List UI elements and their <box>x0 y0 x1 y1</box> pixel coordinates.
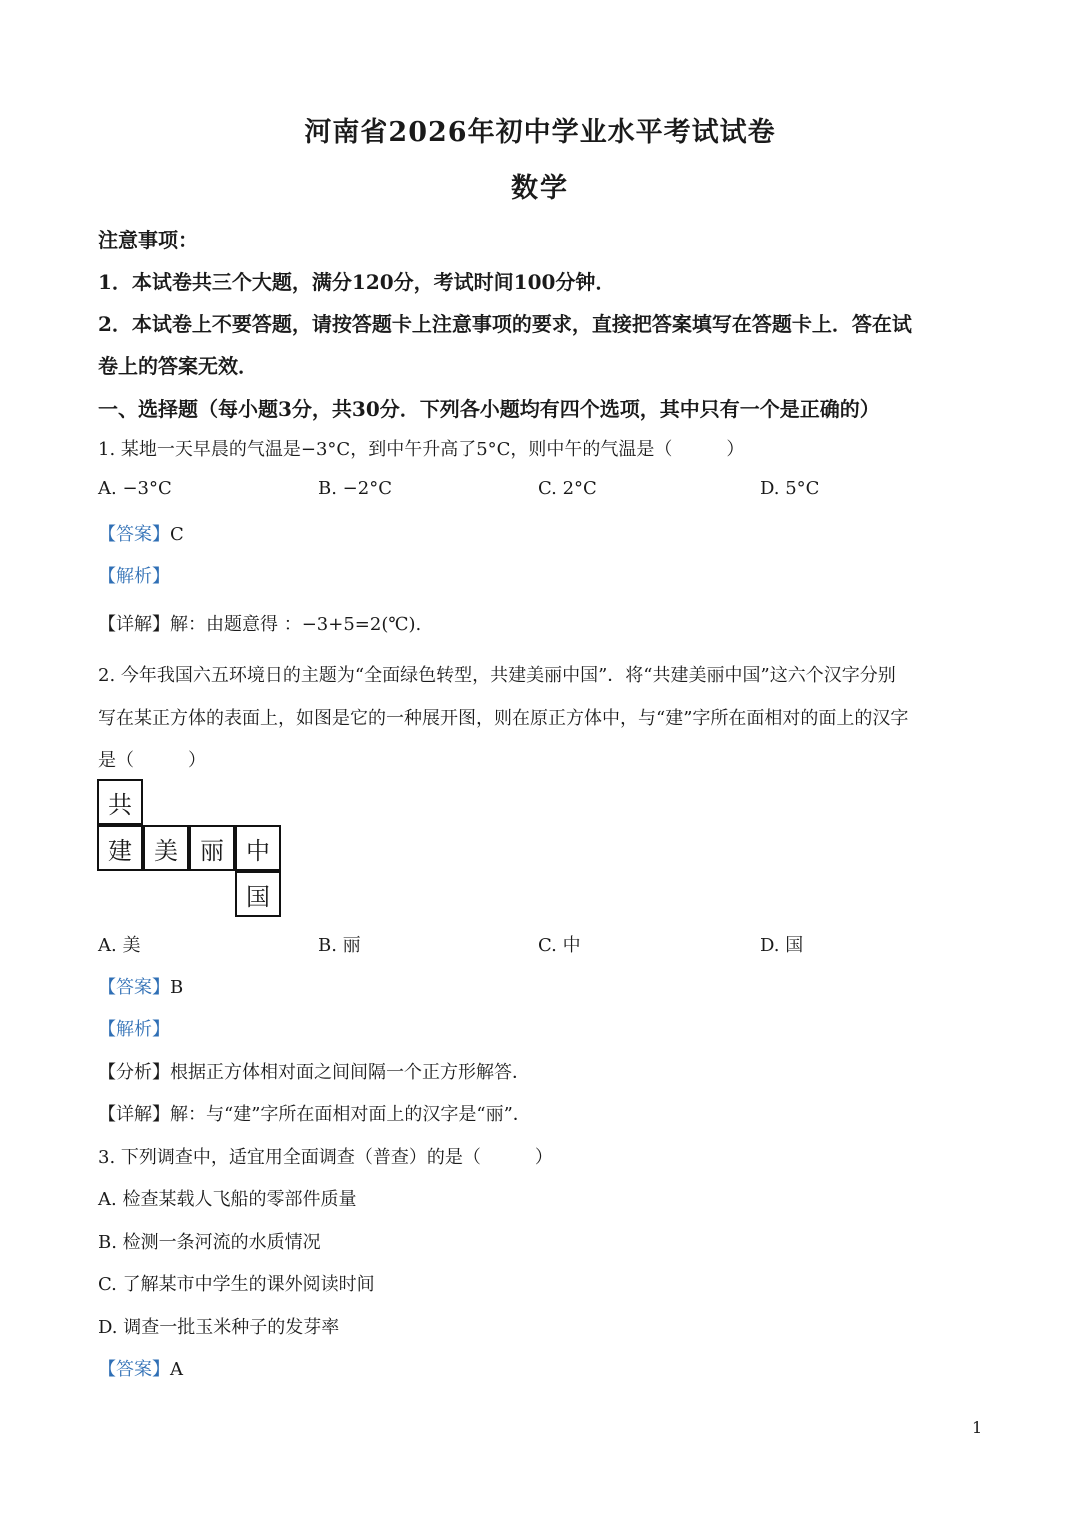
q1-option-d: D. 5°C <box>760 478 820 499</box>
subject-title: 数学 <box>511 173 569 204</box>
q1-option-b: B. −2°C <box>318 478 392 499</box>
detail-tag: 【详解】 <box>98 1104 170 1125</box>
q3-option-c: C. 了解某市中学生的课外阅读时间 <box>98 1274 375 1295</box>
detail-tag: 【详解】 <box>98 614 170 635</box>
fenxi-text: 根据正方体相对面之间间隔一个正方形解答． <box>170 1062 530 1083</box>
q2-stem-line2: 写在某正方体的表面上，如图是它的一种展开图，则在原正方体中，与“建”字所在面相对的面上的汉字 <box>98 708 909 729</box>
q3-answer <box>98 1355 183 1381</box>
q2-stem-line3: 是（ ） <box>98 750 206 771</box>
q2-stem-line1: 2. 今年我国六五环境日的主题为“全面绿色转型，共建美丽中国”．将“共建美丽中国”这六个汉字分别 <box>98 665 896 686</box>
net-cell-bottom: 国 <box>235 871 281 917</box>
q1-option-a: A. −3°C <box>98 478 172 499</box>
q2-analysis-tag: 【解析】 <box>98 1019 170 1040</box>
fenxi-tag: 【分析】 <box>98 1062 170 1083</box>
q2-option-b: B. 丽 <box>318 935 361 956</box>
page-number: 1 <box>972 1418 983 1437</box>
q1-stem: 1. 某地一天早晨的气温是−3°C，到中午升高了5°C，则中午的气温是（ ） <box>98 439 745 460</box>
answer-value: B <box>170 977 184 998</box>
q1-answer <box>98 520 184 546</box>
net-cell-row-4: 中 <box>235 825 281 871</box>
cube-net-figure <box>97 779 287 919</box>
answer-tag: 【答案】 <box>98 1359 170 1380</box>
q3-option-d: D. 调查一批玉米种子的发芽率 <box>98 1317 340 1338</box>
notice-item-2: 2．本试卷上不要答题，请按答题卡上注意事项的要求，直接把答案填写在答题卡上．答在试 <box>98 312 912 336</box>
net-cell-top: 共 <box>97 779 143 825</box>
notice-item-1: 1．本试卷共三个大题，满分120分，考试时间100分钟． <box>98 270 616 294</box>
q2-detail <box>98 1100 531 1126</box>
detail-text: 解：由题意得 ：−3+5=2(℃). <box>170 614 422 635</box>
q2-option-c: C. 中 <box>538 935 581 956</box>
answer-tag: 【答案】 <box>98 524 170 545</box>
answer-value: C <box>170 524 184 545</box>
q2-option-d: D. 国 <box>760 935 804 956</box>
net-cell-row-2: 美 <box>143 825 189 871</box>
notice-heading: 注意事项： <box>98 228 198 252</box>
q3-stem: 3. 下列调查中，适宜用全面调查（普查）的是（ ） <box>98 1147 553 1168</box>
section-heading: 一、选择题（每小题3分，共30分．下列各小题均有四个选项，其中只有一个是正确的） <box>98 397 880 421</box>
q2-answer <box>98 973 183 999</box>
q1-detail <box>98 610 421 636</box>
detail-text: 解：与“建”字所在面相对面上的汉字是“丽”． <box>170 1104 531 1125</box>
q1-analysis-tag: 【解析】 <box>98 566 170 587</box>
q1-option-c: C. 2°C <box>538 478 597 499</box>
exam-title: 河南省2026年初中学业水平考试试卷 <box>304 117 776 148</box>
answer-value: A <box>170 1359 183 1380</box>
net-cell-row-1: 建 <box>97 825 143 871</box>
net-cell-row-3: 丽 <box>189 825 235 871</box>
q2-option-a: A. 美 <box>98 935 141 956</box>
q3-option-a: A. 检查某载人飞船的零部件质量 <box>98 1189 357 1210</box>
answer-tag: 【答案】 <box>98 977 170 998</box>
notice-item-2-cont: 卷上的答案无效． <box>98 354 258 378</box>
q2-fenxi <box>98 1058 530 1084</box>
q3-option-b: B. 检测一条河流的水质情况 <box>98 1232 321 1253</box>
